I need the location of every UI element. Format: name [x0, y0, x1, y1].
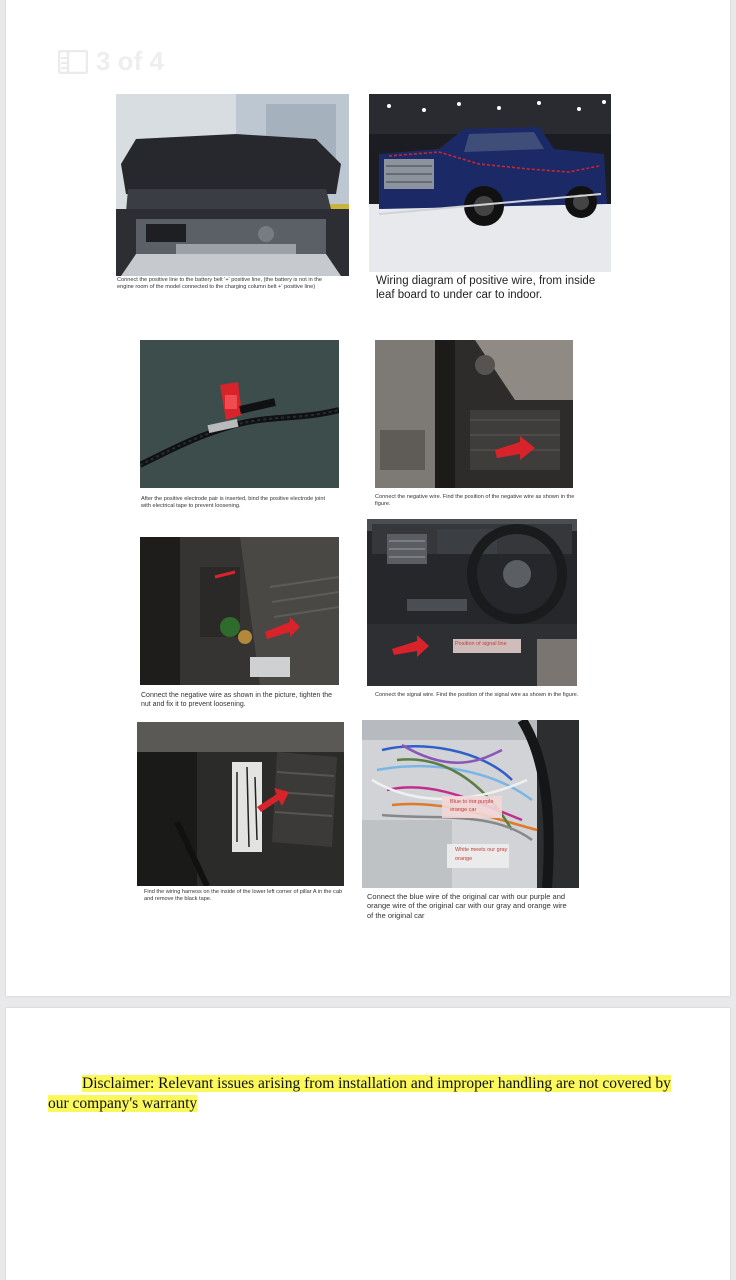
- figure-caption: Wiring diagram of positive wire, from inside leaf board to under car to indoor.: [376, 275, 596, 302]
- steering-wheel-photo: [367, 519, 577, 686]
- truck-wiring-photo: [369, 94, 611, 272]
- wire-label-white: White meets our gray orange: [455, 847, 508, 862]
- wire-harness-photo: [362, 720, 579, 888]
- figure-caption: Connect the positive line to the battery belt '+' positive line, (the battery is not in the engine room of the model connected to the charging column belt +' positive line): [117, 277, 323, 290]
- signal-line-label: Position of signal line: [455, 641, 507, 647]
- connector-tape-photo: [140, 340, 339, 488]
- figure-caption: Connect the blue wire of the original car with our purple and orange wire of the original car with our gray and orange wire of the original car: [367, 892, 567, 920]
- negative-bolt-photo: [140, 537, 339, 685]
- engine-hood-photo: [116, 94, 349, 276]
- document-page-3: [6, 0, 730, 996]
- page-indicator-text: 3 of 4: [96, 46, 164, 76]
- document-page-4: [6, 1008, 730, 1280]
- pillar-harness-photo: [137, 722, 344, 886]
- disclaimer-highlight: Disclaimer: Relevant issues arising from installation and improper handling are not covered by our company's warranty: [48, 1075, 671, 1112]
- page-indicator[interactable]: [58, 46, 164, 77]
- figure-caption: Find the wiring harness on the inside of the lower left corner of pillar A in the cab and remove the black tape.: [144, 889, 343, 902]
- figure-caption: After the positive electrode pair is inserted, bind the positive electrode joint with electrical tape to prevent loosening.: [141, 496, 326, 509]
- figure-caption: Connect the negative wire. Find the position of the negative wire as shown in the figure.: [375, 494, 575, 507]
- figure-caption: Connect the negative wire as shown in the picture, tighten the nut and fix it to prevent loosening.: [141, 692, 333, 708]
- disclaimer-text: [48, 1074, 688, 1114]
- footwell-negative-photo: [375, 340, 573, 488]
- pages-icon: [58, 50, 88, 74]
- wire-label-blue: Blue to our purple orange car: [450, 799, 494, 813]
- figure-caption: Connect the signal wire. Find the position of the signal wire as shown in the figure.: [375, 692, 579, 698]
